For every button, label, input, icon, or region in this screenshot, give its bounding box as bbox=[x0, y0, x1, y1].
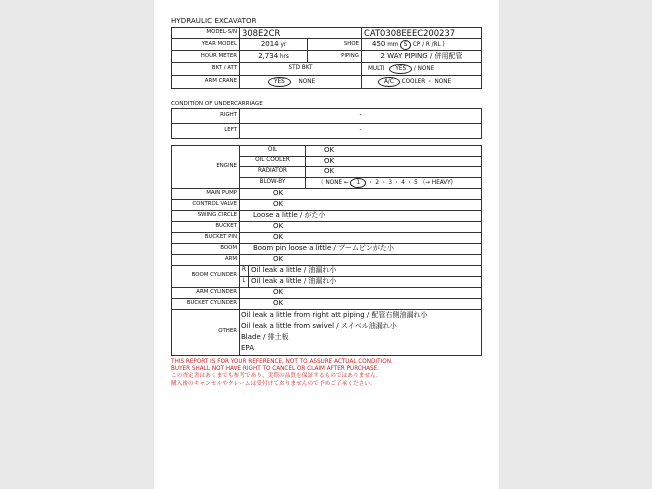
disclaimer-line-2: BUYER SHALL NOT HAVE RIGHT TO CANCEL OR CLAIM AFTER PURCHASE. bbox=[171, 366, 380, 373]
crane-other: NONE bbox=[298, 79, 316, 85]
bucket-label: BUCKET bbox=[172, 221, 240, 232]
arm-label: ARM bbox=[172, 254, 240, 265]
arm-cylinder-label: ARM CYLINDER bbox=[172, 287, 240, 298]
model-label: MODEL-S/N bbox=[172, 28, 240, 39]
other-notes bbox=[240, 309, 482, 355]
uc-right-value: - bbox=[240, 109, 482, 124]
undercarriage-table bbox=[171, 108, 482, 139]
disclaimer-line-1: THIS REPORT IS FOR YOUR REFERENCE, NOT TO ASSURE ACTUAL CONDITION. bbox=[171, 359, 393, 365]
bucket-cylinder-value: OK bbox=[240, 298, 482, 309]
other-note-1: Oil leak a little from right att piping / 配管右側油漏れ小 bbox=[241, 311, 428, 319]
bucket-pin-label: BUCKET PIN bbox=[172, 232, 240, 243]
hour-cell bbox=[240, 51, 308, 63]
document-title: HYDRAULIC EXCAVATOR bbox=[171, 17, 257, 25]
blowby-rest-text: ・ 2 ・ 3 ・ 4 ・ 5 （→ HEAVY) bbox=[367, 179, 453, 186]
shoe-value: 450 bbox=[372, 39, 386, 48]
year-label: YEAR MODEL bbox=[172, 39, 240, 51]
shoe-unit: mm bbox=[387, 41, 399, 48]
control-valve-label: CONTROL VALVE bbox=[172, 199, 240, 210]
oil-cooler-value: OK bbox=[306, 156, 482, 167]
other-label: OTHER bbox=[172, 309, 240, 355]
shoe-selected-circle: S bbox=[400, 40, 411, 50]
disclaimer-block bbox=[171, 359, 393, 388]
other-note-4: EPA bbox=[241, 344, 254, 352]
arm-cylinder-value: OK bbox=[240, 287, 482, 298]
main-pump-value: OK bbox=[240, 188, 482, 199]
shoe-options: CP / R /RL ) bbox=[412, 41, 445, 48]
ac-other: COOLER ・ NONE bbox=[401, 79, 452, 85]
boom-cylinder-l-value: Oil leak a little / 油漏れ小 bbox=[249, 276, 482, 287]
piping-label: PIPING bbox=[308, 51, 362, 63]
machine-info-table bbox=[171, 27, 482, 89]
boom-cylinder-label: BOOM CYLINDER bbox=[172, 265, 240, 287]
bkt-label: BKT / ATT bbox=[172, 63, 240, 76]
blowby-left-text: （ NONE ← bbox=[318, 179, 349, 186]
main-pump-label: MAIN PUMP bbox=[172, 188, 240, 199]
hour-value: 2,734 bbox=[258, 51, 279, 60]
crane-selected-circle: YES bbox=[268, 77, 291, 87]
crane-label: ARM CRANE bbox=[172, 76, 240, 89]
ac-cell bbox=[362, 76, 482, 89]
serial-value: CAT0308EEEC200237 bbox=[362, 28, 482, 39]
other-note-3: Blade / 排土板 bbox=[241, 333, 289, 341]
boom-cylinder-l-label: L bbox=[240, 276, 249, 287]
multi-cell bbox=[362, 63, 482, 76]
oil-value: OK bbox=[306, 146, 482, 157]
uc-left-label: LEFT bbox=[172, 124, 240, 139]
year-value: 2014 bbox=[260, 39, 279, 48]
radiator-label: RADIATOR bbox=[240, 167, 306, 178]
uc-left-value: - bbox=[240, 124, 482, 139]
uc-right-label: RIGHT bbox=[172, 109, 240, 124]
blowby-label: BLOW-BY bbox=[240, 177, 306, 188]
engine-label: ENGINE bbox=[172, 146, 240, 189]
swing-circle-label: SWING CIRCLE bbox=[172, 210, 240, 221]
boom-label: BOOM bbox=[172, 243, 240, 254]
multi-separator: / bbox=[413, 66, 416, 72]
shoe-label: SHOE bbox=[308, 39, 362, 51]
undercarriage-title: CONDITION OF UNDERCARRIAGE bbox=[171, 101, 263, 107]
piping-value: 2 WAY PIPING / 併用配管 bbox=[362, 51, 482, 63]
control-valve-value: OK bbox=[240, 199, 482, 210]
year-unit: yr bbox=[280, 41, 287, 48]
model-value: 308E2CR bbox=[240, 28, 362, 39]
bucket-pin-value: OK bbox=[240, 232, 482, 243]
multi-selected-circle: YES bbox=[389, 64, 412, 74]
blowby-scale bbox=[306, 177, 482, 188]
blowby-selected-circle: 1 bbox=[350, 178, 366, 188]
shoe-cell bbox=[362, 39, 482, 51]
bucket-cylinder-label: BUCKET CYLINDER bbox=[172, 298, 240, 309]
multi-other: NONE bbox=[417, 66, 435, 72]
arm-value: OK bbox=[240, 254, 482, 265]
oil-cooler-label: OIL COOLER bbox=[240, 156, 306, 167]
disclaimer-line-4: 購入後のキャンセルやクレームは受付けておりませんので予めご了承ください。 bbox=[171, 380, 376, 387]
oil-label: OIL bbox=[240, 146, 306, 157]
crane-cell bbox=[240, 76, 362, 89]
hour-label: HOUR METER bbox=[172, 51, 240, 63]
multi-label: MULTI bbox=[368, 66, 385, 72]
boom-cylinder-r-value: Oil leak a little / 油漏れ小 bbox=[249, 265, 482, 276]
bucket-value: OK bbox=[240, 221, 482, 232]
inspection-table bbox=[171, 145, 482, 356]
bkt-value: STD BKT bbox=[240, 63, 362, 76]
boom-value: Boom pin loose a little / ブームピンがた小 bbox=[240, 243, 482, 254]
swing-circle-value: Loose a little / がた小 bbox=[240, 210, 482, 221]
boom-cylinder-r-label: R bbox=[240, 265, 249, 276]
other-note-2: Oil leak a little from swivel / スイベル油漏れ小 bbox=[241, 322, 397, 330]
inspection-sheet bbox=[154, 0, 499, 489]
hour-unit: hrs bbox=[279, 53, 289, 60]
ac-selected-circle: A/C bbox=[378, 77, 400, 87]
year-cell bbox=[240, 39, 308, 51]
disclaimer-line-3: この査定書はあくまでも参考であり、実際の品質を保証するものではありません。 bbox=[171, 373, 382, 380]
radiator-value: OK bbox=[306, 167, 482, 178]
